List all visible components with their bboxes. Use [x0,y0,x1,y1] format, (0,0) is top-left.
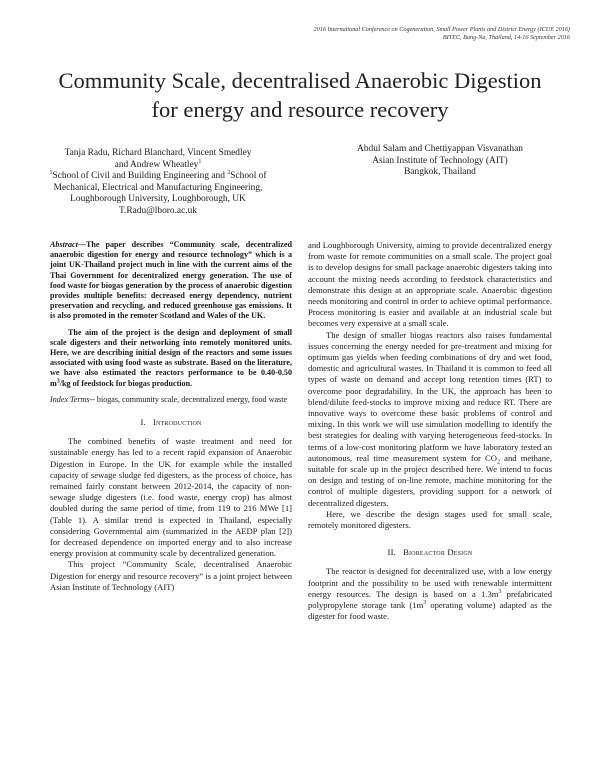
cubic-mark-3: 3 [423,600,427,607]
index-terms [50,395,292,405]
section-heading-bioreactor [308,547,552,558]
affil-mark-2: 2 [227,170,231,177]
design-text-c: operating volume) adapted as the digester for food waste. [308,600,552,622]
conference-line-2: BITEC, Bang-Na, Thailand, 14-16 September 2016 [442,34,570,41]
design-text-b: prefabricated polypropylene storage tank (1m [308,588,552,611]
affil-mark-1: 1 [198,158,202,165]
affiliation-text-1: School of Civil and Building Engineering and [52,171,225,182]
affil-mark-1b: 1 [49,170,53,177]
paper-title [30,66,570,124]
intro-paragraph-5: Here, we describe the design stages used for small scale, remotely monitored digesters. [308,508,552,531]
right-column [308,240,552,623]
index-terms-label: Index Terms [50,394,90,404]
abstract-text-2a: The aim of the project is the design and deployment of small scale digesters and their networking into remotely monitored units. Here, we are describing initial design of the reactors and some issues associated with using food waste as substrate. Based on the literature, we have also estimated the reactors performance to be 0.40-0.50 m [50,327,292,388]
author-names-text: Tanja Radu, Richard Blanchard, Vincent Smedley [64,148,252,158]
intro-paragraph-2: This project “Community Scale, decentralised Anaerobic Digestion for energy and resource recovery” is a joint project between Asian Institute of Technology (AIT) [50,559,292,592]
conference-line-1: 2016 International Conference on Cogeneration, Small Power Plants and District Energy (ICUE 2016) [313,26,570,33]
location-right: Bangkok, Thailand [404,167,476,178]
design-text-a: The reactor is designed for decentralized use, with a low energy footprint and the possibility to be used with renewable intermittent energy resources. The design is based on a 1.3m [308,566,552,599]
abstract-label: Abstract [50,240,78,249]
cubic-mark: 3 [56,377,60,384]
section-title-2: Bioreactor Design [403,547,473,558]
intro-p4-text-b: and methane, suitable for scale up in the project described here. We intend to focus on design and testing of on-line remote, machine monitoring for the control of multiple digesters, providing support for a network of decentralized digesters. [308,452,552,508]
index-terms-text: -- biogas, community scale, decentralized energy, food waste [89,394,288,404]
co2-subscript: 2 [496,459,500,466]
author-names-right: Abdul Salam and Chettiyappan Visvanathan [357,144,523,154]
affiliation-line-1 [48,171,268,183]
authors-right-block [320,144,560,179]
section-number: I. [140,417,146,428]
authors-left-block [48,148,268,218]
abstract-paragraph-2 [50,328,292,389]
title-line-1: Community Scale, decentralised Anaerobic Digestion [58,68,542,93]
abstract-text-2b: /kg of feedstock for biogas production. [59,378,193,388]
affiliation-line-3: Loughborough University, Loughborough, UK [70,194,246,205]
affiliation-right: Asian Institute of Technology (AIT) [372,155,508,166]
intro-p4-text-a: The design of smaller biogas reactors also raises fundamental issues concerning the energy needed for pre-treatment and mixing for optimum gas yields when feeding combinations of dry and wet food, domestic and agricultural wastes. In Thailand it is common to feed all types of waste on demand and accept long retention times (RT) to overcome poor degradability. In the UK, the approach has been to blend/dilute feed-stocks to improve mixing and reduce RT. There are innovative ways to overcome these basic problems of control and mixing. In this work we will use simulation modelling to identify the best strategies for dealing with varying heterogeneous feed-stocks. In terms of a low-cost monitoring platform we have laboratory tested an autonomous, real time measurement system for CO [308,329,552,463]
author-names-text-2: and Andrew Wheatley [114,159,199,170]
author-names-line-2 [48,160,268,172]
section-heading-introduction [50,417,292,428]
conference-header [230,26,570,42]
section-title: Introduction [152,417,202,428]
intro-paragraph-1: The combined benefits of waste treatment and need for sustainable energy has led to a recent rapid expansion of Anaerobic Digestion in Europe. In the UK for example while the installed capacity of sewage sludge fed digesters, as the process of choice, has remained fairly constant between 2012-2014, the capacity of non- sewage sludge digesters (i.e. food waste, energy crop) has almost doubled during the same period of time, from 119 to 216 MWe [1] (Table 1). A similar trend is expected in Thailand, especially considering Governmental aim (summarized in the AEDP plan [2]) for decreased dependence on imported energy and to also increase energy provision at community scale by decentralized generation. [50,436,292,559]
affiliation-line-2: Mechanical, Electrical and Manufacturing Engineering, [53,182,263,193]
abstract-text-1: —The paper describes “Community scale, decentralized anaerobic digestion for energy and resource technology” which is a joint UK-Thailand project much in line with the current aims of the Thai Government for decentralized energy generation. The use of food waste for biogas generation by the process of anaerobic digestion provides multiple benefits: decreased energy dependency, nutrient preservation and recycling, and reduced greenhouse gas emissions. It is also promoted in the remoter Scotland and Wales of the UK. [50,240,292,321]
design-paragraph-1 [308,566,552,622]
intro-paragraph-3: and Loughborough University, aiming to provide decentralized energy from waste for remote communities on a small scale. The project goal is to develop designs for small package anaerobic digesters taking into account the mixing needs according to feedstock characteristics and demonstrate this design at an appropriate scale. Anaerobic digestion needs monitoring and control in order to achieve optimal performance. Process monitoring is easier and available at an industrial scale but becomes very expensive at a small scale. [308,240,552,329]
left-column [50,240,292,593]
author-names-line-1 [48,148,268,160]
affiliation-text-1b: School of [230,171,267,182]
abstract-paragraph-1 [50,240,292,322]
intro-paragraph-4 [308,330,552,509]
section-number-2: II. [387,547,397,558]
title-line-2: for energy and resource recovery [151,97,449,122]
author-email: T.Radu@lboro.ac.uk [119,205,197,216]
cubic-mark-2: 3 [498,589,502,596]
